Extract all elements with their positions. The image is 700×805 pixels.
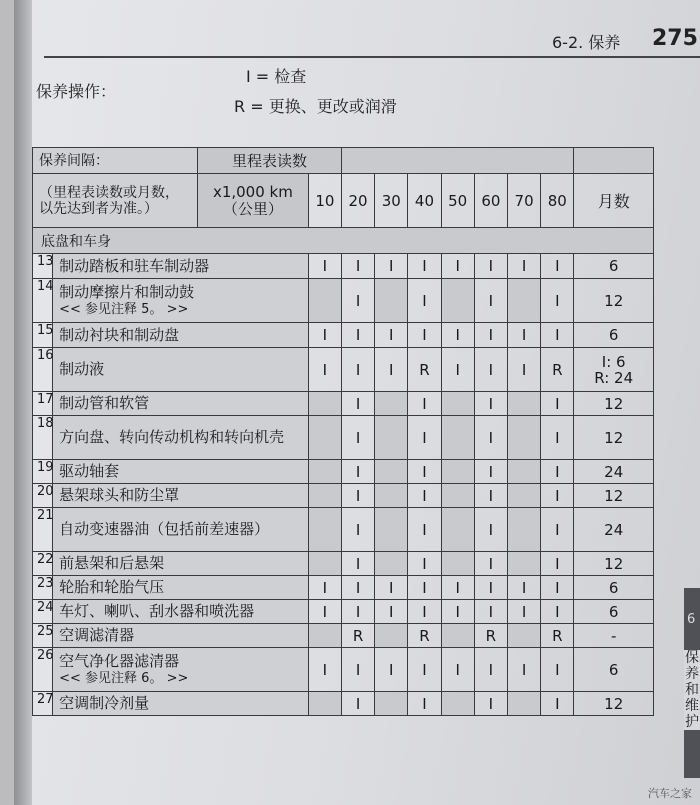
interval-mark: I bbox=[408, 552, 441, 576]
interval-mark: I bbox=[408, 323, 441, 348]
interval-mark: I bbox=[408, 279, 441, 323]
section-title: 6-2. 保养 bbox=[552, 33, 621, 52]
interval-mark: I bbox=[541, 416, 574, 460]
interval-mark bbox=[375, 692, 408, 716]
table-row bbox=[33, 692, 654, 716]
interval-mark: R bbox=[408, 624, 441, 648]
interval-note: （里程表读数或月数，以先达到者为准。） bbox=[33, 174, 198, 228]
interval-mark: I bbox=[341, 692, 374, 716]
item-cell bbox=[53, 348, 309, 392]
row-number: 24 bbox=[33, 600, 53, 624]
table-row bbox=[33, 416, 654, 460]
table-row bbox=[33, 484, 654, 508]
table-row bbox=[33, 600, 654, 624]
item-name: 驱动轴套 bbox=[59, 462, 120, 480]
row-number: 25 bbox=[33, 624, 53, 648]
item-name: 前悬架和后悬架 bbox=[59, 554, 165, 572]
item-name: 制动摩擦片和制动鼓 bbox=[59, 282, 195, 301]
interval-mark: I bbox=[541, 648, 574, 692]
item-name: 空气净化器滤清器 bbox=[59, 651, 180, 670]
interval-mark: I bbox=[341, 576, 374, 600]
item-name: 制动衬块和制动盘 bbox=[59, 325, 180, 344]
interval-mark: I bbox=[341, 279, 374, 323]
interval-mark bbox=[507, 552, 540, 576]
interval-mark bbox=[308, 460, 341, 484]
interval-mark: I bbox=[474, 648, 507, 692]
row-number: 17 bbox=[33, 392, 53, 416]
interval-mark bbox=[375, 484, 408, 508]
item-cell bbox=[53, 692, 309, 716]
interval-mark: I bbox=[341, 254, 374, 279]
km-point: 70 bbox=[507, 174, 540, 228]
interval-mark bbox=[441, 460, 474, 484]
interval-mark: I bbox=[541, 508, 574, 552]
km-point: 50 bbox=[441, 174, 474, 228]
interval-mark bbox=[507, 416, 540, 460]
interval-mark: I bbox=[474, 484, 507, 508]
interval-mark: I bbox=[507, 648, 540, 692]
interval-mark: I bbox=[308, 576, 341, 600]
table-row bbox=[33, 576, 654, 600]
chapter-title: 保养和维护 bbox=[685, 650, 699, 730]
interval-mark: I bbox=[541, 552, 574, 576]
item-name: 方向盘、转向传动机构和转向机壳 bbox=[59, 428, 285, 446]
interval-mark: I bbox=[541, 279, 574, 323]
interval-mark: I bbox=[541, 254, 574, 279]
item-name: 车灯、喇叭、刮水器和喷洗器 bbox=[59, 602, 255, 620]
interval-mark: I bbox=[408, 692, 441, 716]
interval-mark: I bbox=[375, 348, 408, 392]
interval-mark: I bbox=[474, 576, 507, 600]
interval-mark: I bbox=[474, 416, 507, 460]
interval-mark: I bbox=[408, 392, 441, 416]
interval-mark bbox=[308, 692, 341, 716]
interval-mark bbox=[375, 460, 408, 484]
interval-mark: R bbox=[541, 624, 574, 648]
interval-mark bbox=[308, 484, 341, 508]
table-row bbox=[33, 323, 654, 348]
months-value: 12 bbox=[574, 416, 654, 460]
interval-mark: I bbox=[474, 692, 507, 716]
interval-mark bbox=[375, 416, 408, 460]
interval-mark: I bbox=[541, 484, 574, 508]
row-number: 15 bbox=[33, 323, 53, 348]
interval-mark: I bbox=[308, 648, 341, 692]
table-row bbox=[33, 460, 654, 484]
interval-mark bbox=[308, 279, 341, 323]
item-cell bbox=[53, 392, 309, 416]
km-point: 30 bbox=[375, 174, 408, 228]
interval-mark bbox=[507, 484, 540, 508]
interval-mark: I bbox=[507, 254, 540, 279]
interval-mark: I bbox=[507, 576, 540, 600]
row-number: 18 bbox=[33, 416, 53, 460]
row-number: 23 bbox=[33, 576, 53, 600]
item-name: 空调制冷剂量 bbox=[59, 694, 150, 712]
interval-mark: I bbox=[408, 460, 441, 484]
interval-mark bbox=[441, 624, 474, 648]
interval-mark: I bbox=[541, 600, 574, 624]
months-value: 6 bbox=[574, 323, 654, 348]
row-number: 27 bbox=[33, 692, 53, 716]
interval-mark bbox=[507, 692, 540, 716]
table-row bbox=[33, 624, 654, 648]
interval-mark: I bbox=[474, 508, 507, 552]
interval-mark bbox=[441, 484, 474, 508]
interval-mark: I bbox=[408, 508, 441, 552]
km-point: 80 bbox=[541, 174, 574, 228]
interval-mark bbox=[308, 624, 341, 648]
table-row bbox=[33, 392, 654, 416]
months-value: 12 bbox=[574, 692, 654, 716]
interval-mark bbox=[507, 279, 540, 323]
months-value: 12 bbox=[574, 552, 654, 576]
table-row bbox=[33, 508, 654, 552]
row-number: 26 bbox=[33, 648, 53, 692]
header-divider bbox=[44, 56, 700, 58]
km-point: 60 bbox=[474, 174, 507, 228]
interval-mark: R bbox=[341, 624, 374, 648]
interval-mark: I bbox=[375, 254, 408, 279]
row-number: 19 bbox=[33, 460, 53, 484]
table-row bbox=[33, 348, 654, 392]
interval-mark: I bbox=[474, 460, 507, 484]
interval-mark: I bbox=[341, 416, 374, 460]
interval-mark bbox=[441, 508, 474, 552]
interval-mark bbox=[375, 392, 408, 416]
item-name: 轮胎和轮胎气压 bbox=[59, 578, 165, 596]
interval-mark: I bbox=[541, 323, 574, 348]
interval-mark: I bbox=[441, 648, 474, 692]
interval-mark: I bbox=[507, 600, 540, 624]
months-value: 6 bbox=[574, 648, 654, 692]
interval-mark bbox=[441, 416, 474, 460]
interval-mark: I bbox=[341, 508, 374, 552]
interval-mark bbox=[308, 392, 341, 416]
table-row bbox=[33, 254, 654, 279]
km-point: 20 bbox=[341, 174, 374, 228]
interval-mark: I bbox=[474, 348, 507, 392]
chapter-tab bbox=[684, 588, 700, 778]
interval-mark bbox=[441, 279, 474, 323]
interval-mark: I bbox=[408, 416, 441, 460]
km-point: 10 bbox=[308, 174, 341, 228]
chapter-number: 6 bbox=[687, 612, 696, 627]
item-name: 自动变速器油（包括前差速器） bbox=[59, 520, 270, 538]
row-number: 20 bbox=[33, 484, 53, 508]
interval-mark: I bbox=[541, 576, 574, 600]
table-row bbox=[33, 279, 654, 323]
months-header: 月数 bbox=[574, 174, 654, 228]
interval-mark: I bbox=[408, 576, 441, 600]
row-number: 14 bbox=[33, 279, 53, 323]
item-cell bbox=[53, 648, 309, 692]
interval-mark: I bbox=[474, 552, 507, 576]
interval-mark: I bbox=[341, 348, 374, 392]
months-value: 6 bbox=[574, 600, 654, 624]
km-point: 40 bbox=[408, 174, 441, 228]
interval-mark: I bbox=[474, 392, 507, 416]
interval-mark: R bbox=[474, 624, 507, 648]
item-cell bbox=[53, 323, 309, 348]
months-header-top bbox=[574, 148, 654, 174]
interval-mark: I bbox=[375, 576, 408, 600]
interval-mark: I bbox=[308, 254, 341, 279]
interval-mark: I bbox=[341, 460, 374, 484]
table-row bbox=[33, 552, 654, 576]
months-value: 6 bbox=[574, 254, 654, 279]
months-value: - bbox=[574, 624, 654, 648]
item-cell bbox=[53, 576, 309, 600]
legend-replace: R = 更换、更改或润滑 bbox=[234, 97, 397, 116]
interval-mark: R bbox=[408, 348, 441, 392]
months-value: 24 bbox=[574, 460, 654, 484]
interval-mark bbox=[308, 416, 341, 460]
interval-mark: I bbox=[441, 576, 474, 600]
months-value: 6 bbox=[574, 576, 654, 600]
interval-mark: I bbox=[507, 323, 540, 348]
interval-mark bbox=[375, 624, 408, 648]
interval-mark: I bbox=[408, 648, 441, 692]
interval-mark: I bbox=[375, 648, 408, 692]
item-cell bbox=[53, 600, 309, 624]
page-spine bbox=[14, 0, 32, 805]
interval-mark bbox=[441, 692, 474, 716]
row-number: 16 bbox=[33, 348, 53, 392]
interval-mark bbox=[308, 508, 341, 552]
interval-mark: I bbox=[308, 323, 341, 348]
interval-mark: I bbox=[441, 600, 474, 624]
interval-mark: I bbox=[441, 348, 474, 392]
interval-mark: I bbox=[474, 279, 507, 323]
interval-mark: I bbox=[408, 254, 441, 279]
interval-mark bbox=[375, 508, 408, 552]
interval-mark: I bbox=[507, 348, 540, 392]
operations-title: 保养操作： bbox=[36, 82, 117, 101]
odometer-label: 里程表读数 bbox=[198, 148, 342, 174]
interval-mark: I bbox=[441, 254, 474, 279]
interval-mark: I bbox=[308, 600, 341, 624]
row-number: 13 bbox=[33, 254, 53, 279]
item-name: 空调滤清器 bbox=[59, 626, 135, 644]
maintenance-table bbox=[32, 147, 654, 716]
months-value: 12 bbox=[574, 392, 654, 416]
months-value: 12 bbox=[574, 484, 654, 508]
interval-mark bbox=[441, 552, 474, 576]
legend-inspect: I = 检查 bbox=[246, 67, 307, 86]
interval-mark: I bbox=[474, 254, 507, 279]
interval-mark bbox=[308, 552, 341, 576]
interval-mark bbox=[507, 460, 540, 484]
interval-mark: I bbox=[341, 484, 374, 508]
interval-label: 保养间隔： bbox=[33, 148, 198, 174]
item-name: 制动踏板和驻车制动器 bbox=[59, 256, 210, 275]
item-note: << 参见注释 6。 >> bbox=[59, 670, 189, 686]
interval-mark: I bbox=[341, 323, 374, 348]
item-cell bbox=[53, 254, 309, 279]
km-unit: x1,000 km （公里） bbox=[198, 174, 309, 228]
interval-mark bbox=[375, 279, 408, 323]
interval-mark: I bbox=[308, 348, 341, 392]
interval-mark: I bbox=[541, 392, 574, 416]
months-value: 24 bbox=[574, 508, 654, 552]
interval-mark: R bbox=[541, 348, 574, 392]
interval-mark: I bbox=[408, 484, 441, 508]
odometer-header-blank bbox=[341, 148, 573, 174]
months-value: I: 6 R: 24 bbox=[574, 348, 654, 392]
interval-mark: I bbox=[541, 692, 574, 716]
interval-mark: I bbox=[441, 323, 474, 348]
interval-mark: I bbox=[341, 552, 374, 576]
item-cell bbox=[53, 508, 309, 552]
row-number: 22 bbox=[33, 552, 53, 576]
interval-mark: I bbox=[375, 323, 408, 348]
interval-mark: I bbox=[341, 648, 374, 692]
table-row bbox=[33, 648, 654, 692]
item-note: << 参见注释 5。 >> bbox=[59, 301, 189, 317]
interval-mark: I bbox=[341, 392, 374, 416]
interval-mark bbox=[507, 624, 540, 648]
interval-mark: I bbox=[474, 600, 507, 624]
interval-mark bbox=[507, 392, 540, 416]
item-name: 悬架球头和防尘罩 bbox=[59, 486, 180, 504]
interval-mark: I bbox=[474, 323, 507, 348]
item-cell bbox=[53, 484, 309, 508]
interval-mark bbox=[441, 392, 474, 416]
months-value: 12 bbox=[574, 279, 654, 323]
interval-mark: I bbox=[541, 460, 574, 484]
section-chassis-body: 底盘和车身 bbox=[33, 228, 654, 254]
item-cell bbox=[53, 624, 309, 648]
item-name: 制动液 bbox=[59, 360, 105, 378]
interval-mark bbox=[507, 508, 540, 552]
item-cell bbox=[53, 552, 309, 576]
interval-mark: I bbox=[341, 600, 374, 624]
item-cell bbox=[53, 279, 309, 323]
item-cell bbox=[53, 416, 309, 460]
page-number: 275 bbox=[652, 26, 698, 51]
interval-mark bbox=[375, 552, 408, 576]
row-number: 21 bbox=[33, 508, 53, 552]
item-name: 制动管和软管 bbox=[59, 394, 150, 412]
watermark: 汽车之家 bbox=[648, 787, 692, 800]
item-cell bbox=[53, 460, 309, 484]
interval-mark: I bbox=[408, 600, 441, 624]
interval-mark: I bbox=[375, 600, 408, 624]
